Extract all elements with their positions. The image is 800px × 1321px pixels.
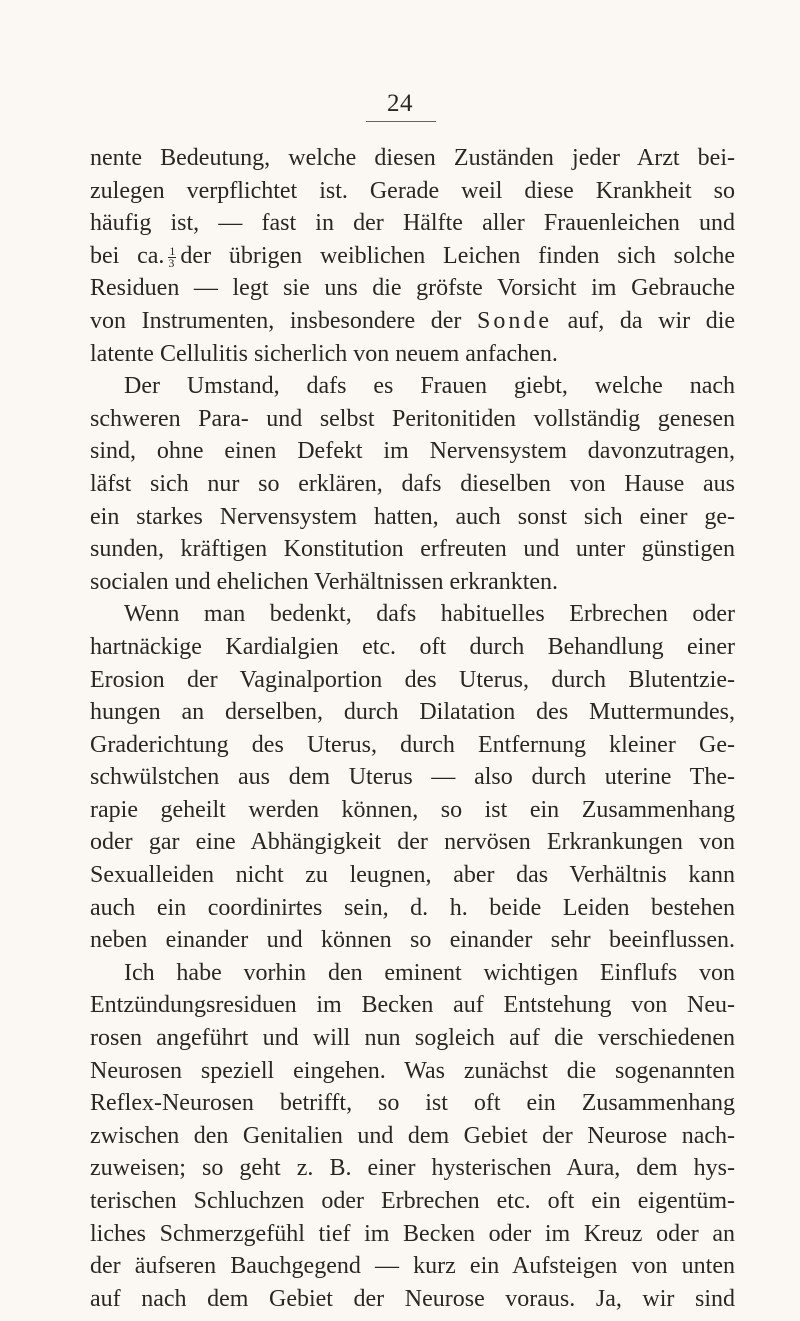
text-line: latente Cellulitis sicherlich von neuem anfachen. [90, 340, 558, 367]
page-number-rule [366, 121, 436, 122]
text-line: der äufseren Bauchgegend — kurz ein Aufsteigen von unten [90, 1253, 735, 1280]
text-line: hungen an derselben, durch Dilatation des Muttermundes, [90, 699, 735, 726]
text-line: häufig ist, — fast in der Hälfte aller Frauenleichen und [90, 210, 735, 237]
text-line: ein starkes Nervensystem hatten, auch sonst sich einer ge- [90, 503, 735, 530]
text-line: Neurosen speziell eingehen. Was zunächst die sogenannten [90, 1057, 735, 1084]
page-number: 24 [387, 90, 413, 117]
text-line-with-fraction [90, 240, 735, 273]
spaced-emphasis: Sonde [477, 307, 552, 334]
text-line: Sexualleiden nicht zu leugnen, aber das Verhältnis kann [90, 862, 735, 889]
text-line: Ich habe vorhin den eminent wichtigen Einflufs von [124, 959, 735, 986]
text-line: rapie geheilt werden können, so ist ein Zusammenhang [90, 796, 735, 823]
fraction-numerator: 1 [169, 243, 176, 258]
text-line: sind, ohne einen Defekt im Nervensystem davonzutragen, [90, 438, 735, 465]
text-line: rosen angeführt und will nun sogleich auf die verschiedenen [90, 1025, 735, 1052]
text-line: auch ein coordinirtes sein, d. h. beide Leiden bestehen [90, 894, 735, 921]
text-line: zwischen den Genitalien und dem Gebiet der Neurose nach- [90, 1122, 735, 1149]
text-segment: bei ca. [90, 242, 165, 269]
text-line: socialen und ehelichen Verhältnissen erkrankten. [90, 568, 559, 595]
body-text [90, 142, 735, 1315]
text-segment: auf, da wir die [567, 307, 735, 334]
text-line: liches Schmerzgefühl tief im Becken oder im Kreuz oder an [90, 1220, 735, 1247]
text-line: zuweisen; so geht z. B. einer hysterischen Aura, dem hys- [90, 1155, 735, 1182]
text-line: nente Bedeutung, welche diesen Zuständen jeder Arzt bei- [90, 145, 735, 171]
text-line: schweren Para- und selbst Peritonitiden vollständig genesen [90, 405, 735, 432]
text-segment: von Instrumenten, insbesondere der [90, 307, 462, 334]
text-line-with-emphasis [90, 305, 735, 338]
text-line: oder gar eine Abhängigkeit der nervösen Erkrankungen von [90, 829, 735, 856]
text-line: läfst sich nur so erklären, dafs dieselben von Hause aus [90, 470, 735, 497]
text-line: sunden, kräftigen Konstitution erfreuten und unter günstigen [90, 536, 735, 563]
text-line: Reflex-Neurosen betrifft, so ist oft ein Zusammenhang [90, 1090, 735, 1117]
text-line: hartnäckige Kardialgien etc. oft durch Behandlung einer [90, 633, 735, 660]
text-line: neben einander und können so einander sehr beeinflussen. [90, 927, 735, 954]
text-line: Residuen — legt sie uns die gröfste Vorsicht im Gebrauche [90, 275, 735, 302]
fraction-denominator: 3 [168, 255, 175, 270]
text-line: zulegen verpflichtet ist. Gerade weil diese Krankheit so [90, 177, 735, 204]
text-line: Graderichtung des Uterus, durch Entfernung kleiner Ge- [90, 731, 735, 758]
text-line: schwülstchen aus dem Uterus — also durch uterine The- [90, 764, 735, 791]
text-line: Entzündungsresiduen im Becken auf Entstehung von Neu- [90, 992, 735, 1019]
text-line: Erosion der Vaginalportion des Uterus, durch Blutentzie- [90, 666, 735, 693]
text-line: auf nach dem Gebiet der Neurose voraus. Ja, wir sind [90, 1285, 735, 1312]
text-line: Wenn man bedenkt, dafs habituelles Erbrechen oder [124, 601, 735, 628]
text-segment: der übrigen weiblichen Leichen finden sich solche [180, 242, 735, 269]
fraction [168, 243, 176, 270]
text-line: Der Umstand, dafs es Frauen giebt, welche nach [124, 373, 735, 400]
text-line: terischen Schluchzen oder Erbrechen etc. oft ein eigentüm- [90, 1188, 735, 1214]
